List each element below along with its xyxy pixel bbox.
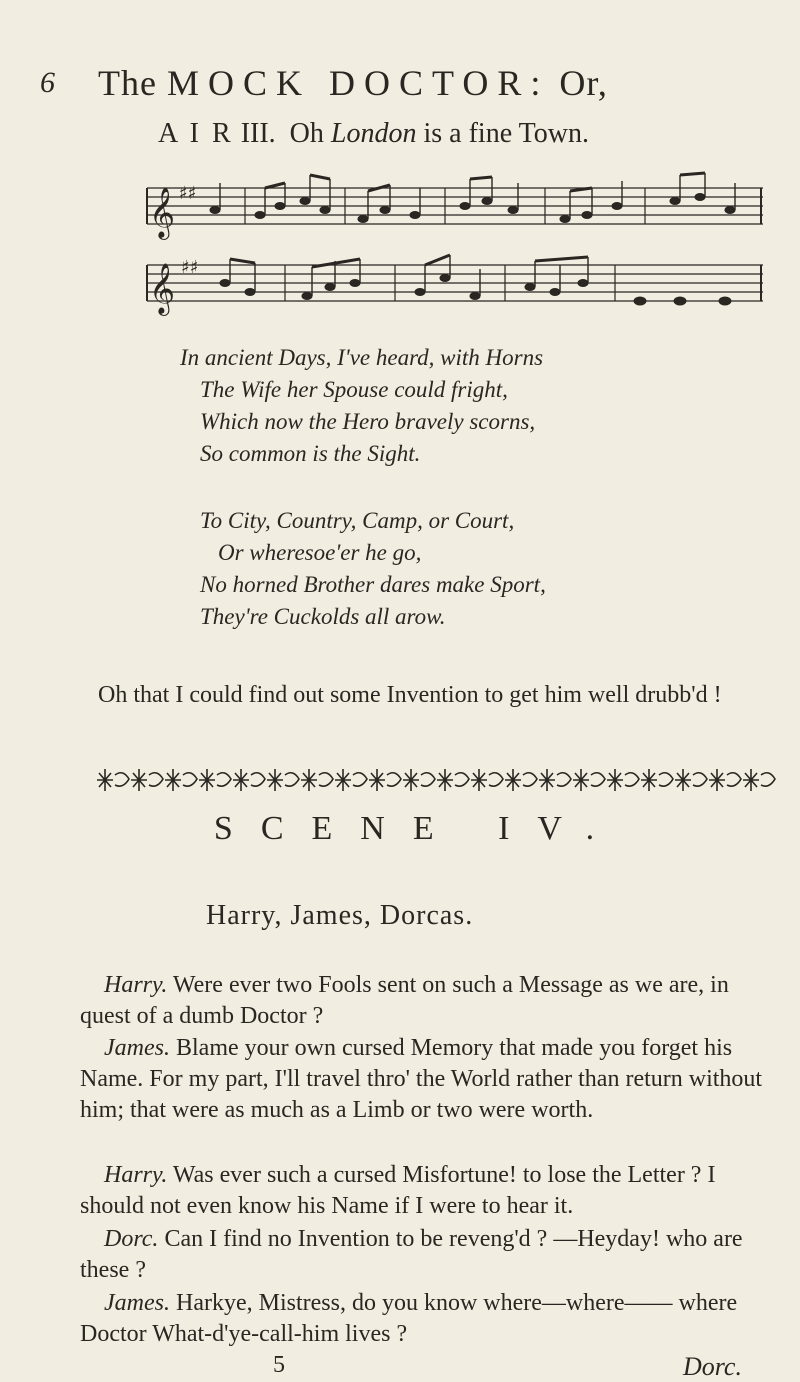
speech-text: Can I find no Invention to be reveng'd ? —Heyday! who are these ? <box>80 1226 743 1283</box>
closing-line: Oh that I could find out some Invention to get him well drubb'd ! <box>98 682 722 708</box>
svg-text:♯♯: ♯♯ <box>181 257 199 278</box>
catchword: Dorc. <box>683 1352 742 1381</box>
verse-line: Or wheresoe'er he go, <box>218 540 422 565</box>
verse-line: In ancient Days, I've heard, with Horns <box>180 345 544 370</box>
verse-line: To City, Country, Camp, or Court, <box>200 508 515 533</box>
running-head-suffix: Or, <box>559 63 608 103</box>
verse-line: They're Cuckolds all arow. <box>200 604 446 629</box>
music-notation <box>135 155 765 330</box>
verse-stanza-1 <box>180 342 543 470</box>
speaker-name: Harry. <box>104 1162 168 1188</box>
verse-line: Which now the Hero bravely scorns, <box>200 409 536 434</box>
air-heading <box>158 118 589 150</box>
dialogue-speech <box>80 970 780 1032</box>
verse-line: The Wife her Spouse could fright, <box>200 377 508 402</box>
ornament-divider <box>95 765 795 795</box>
speaker-name: Dorc. <box>104 1226 159 1252</box>
svg-text:𝄞: 𝄞 <box>149 263 176 314</box>
music-notes-lower <box>149 255 731 316</box>
speaker-name: James. <box>104 1035 170 1061</box>
svg-text:♯♯: ♯♯ <box>179 183 197 204</box>
music-staff-upper <box>147 188 763 224</box>
verse-line: No horned Brother dares make Sport, <box>200 572 546 597</box>
tune-place: London <box>330 118 417 149</box>
verse-stanza-2 <box>180 505 546 633</box>
scene-title: SCENE IV. <box>213 810 623 847</box>
verse-line: So common is the Sight. <box>200 441 421 466</box>
speaker-name: James. <box>104 1290 170 1316</box>
svg-text:𝄞: 𝄞 <box>149 187 176 238</box>
dialogue-speech <box>80 1224 780 1286</box>
air-label: A I R <box>158 118 234 149</box>
tune-suffix: is a fine Town. <box>423 118 589 149</box>
air-number: III. <box>240 118 276 149</box>
page-number: 6 <box>40 66 55 99</box>
speech-text: Blame your own cursed Memory that made you forget his Name. For my part, I'll travel thro' the World rather than return without him; that were as much as a Limb or two were worth. <box>80 1035 763 1123</box>
tune-prefix: Oh <box>289 118 324 149</box>
dialogue-speech <box>80 1033 780 1126</box>
speaker-name: Harry. <box>104 972 168 998</box>
dialogue-speech <box>80 1160 780 1222</box>
speech-text: Were ever two Fools sent on such a Message as we are, in quest of a dumb Doctor ? <box>80 972 729 1029</box>
music-staff-lower <box>147 265 763 301</box>
speech-text: Harkye, Mistress, do you know where—where—— where Doctor What-d'ye-call-him lives ? <box>80 1290 738 1347</box>
running-head <box>98 62 608 104</box>
speech-text: Was ever such a cursed Misfortune! to lose the Letter ? I should not even know his Name if I were to hear it. <box>80 1162 716 1219</box>
running-head-title: MOCK DOCTOR: <box>166 63 550 103</box>
dialogue-speech <box>80 1288 780 1350</box>
running-head-prefix: The <box>98 63 157 103</box>
signature-mark: 5 <box>273 1352 285 1378</box>
scene-characters: Harry, James, Dorcas. <box>206 900 474 931</box>
